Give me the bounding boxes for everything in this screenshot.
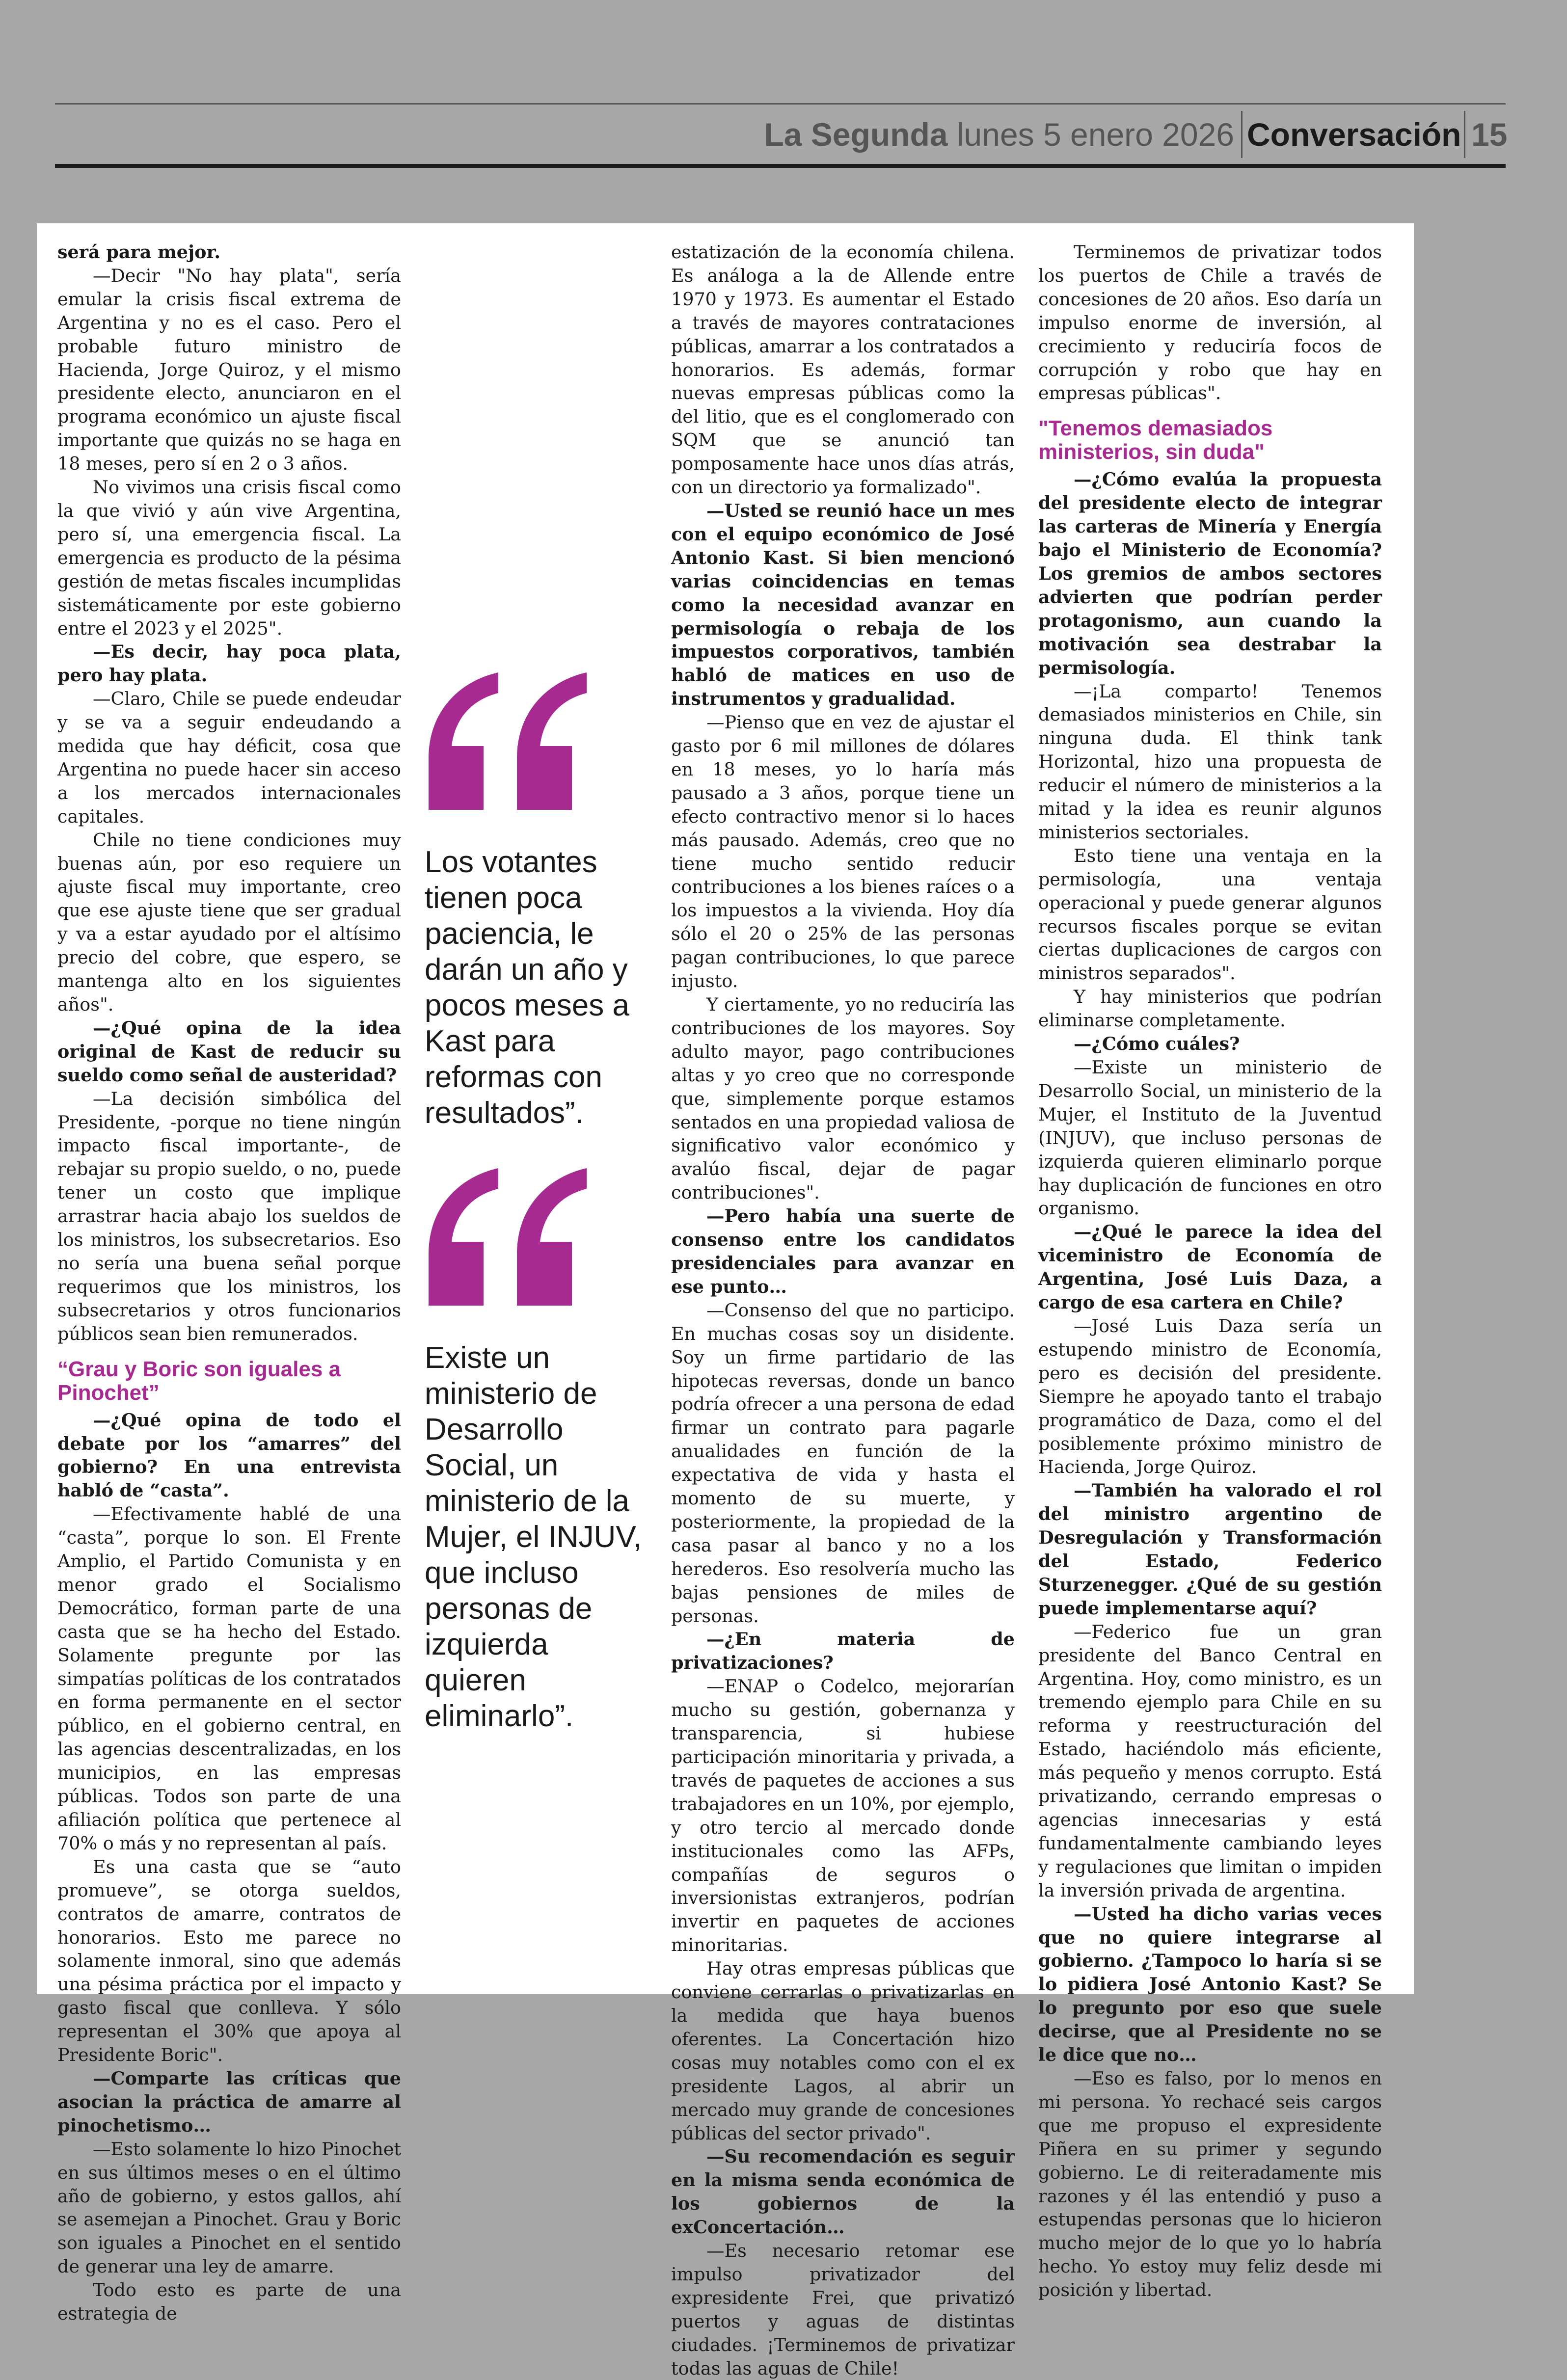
interview-question: —Su recomendación es seguir en la misma senda económica de los gobiernos de la exConcertación…: [671, 2146, 1015, 2238]
interview-question: —Es decir, hay poca plata, pero hay plata.: [57, 641, 401, 686]
paragraph: —Consenso del que no participo. En muchas cosas soy un disidente. Soy un firme partidario de las hipotecas reversas, donde un banco podría ofrecer a una persona de edad firmar un contrato para pagarle anualidades en función de la expectativa de vida y hasta el momento de su muerte, y posteriormente, la propiedad de la casa pasar al banco y no a los herederos. Eso resolvería mucho las bajas pensiones de miles de personas.: [671, 1299, 1015, 1627]
paragraph: Y hay ministerios que podrían eliminarse completamente.: [1038, 986, 1382, 1031]
paragraph: —Federico fue un gran presidente del Banco Central en Argentina. Hoy, como ministro, es un tremendo ejemplo para Chile en su reforma y reestructuración del Estado, haciéndolo más eficiente, más pequeño y menos corrupto. Está privatizando, cerrando empresas o agencias innecesarias y está fundamentalmente cambiando leyes y regulaciones que limitan o impiden la inversión privada de argentina.: [1038, 1621, 1382, 1901]
paragraph: Todo esto es parte de una estrategia de: [57, 2279, 401, 2325]
paragraph: Es una casta que se “auto promueve”, se otorga sueldos, contratos de amarre, contratos de honorarios. Esto me parece no solamente inmoral, sino que además una pésima práctica por el impacto y gasto fiscal que conlleva. Y sólo representan el 30% que apoya al Presidente Boric".: [57, 1856, 401, 2066]
interview-question: —Usted ha dicho varias veces que no quiere integrarse al gobierno. ¿Tampoco lo haría si se lo pidiera José Antonio Kast? Se lo pregunto por eso que suele decirse, que al Presidente no se le dice que no…: [1038, 1903, 1382, 2066]
article-column-3: [671, 241, 1015, 2380]
pull-quote-1: Los votantes tienen poca paciencia, le darán un año y pocos meses a Kast para reformas con resultados”.: [425, 845, 629, 1130]
paragraph: —La decisión simbólica del Presidente, -porque no tiene ningún impacto fiscal importante-, de rebajar su propio sueldo, o no, puede tener un costo que implique arrastrar hacia abajo los sueldos de los ministros, los subsecretarios. Eso no sería una buena señal porque requerimos que los ministros, los subsecretarios y otros funcionarios públicos sean bien remunerados.: [57, 1088, 401, 1344]
masthead-brand-date: [764, 109, 1234, 160]
pull-quote-2: Existe un ministerio de Desarrollo Social, un ministerio de la Mujer, el INJUV, que incluso personas de izquierda quieren eliminarlo”.: [425, 1341, 642, 1733]
page-number: 15: [1471, 116, 1508, 153]
section-subheading: “Grau y Boric son iguales a Pinochet”: [57, 1357, 341, 1405]
issue-date: lunes 5 enero 2026: [956, 116, 1234, 153]
paragraph: —Existe un ministerio de Desarrollo Social, un ministerio de la Mujer, el Instituto de la Juventud (INJUV), que incluso personas de izquierda quieren eliminarlo porque hay duplicación de funciones en otro organismo.: [1038, 1057, 1382, 1219]
paragraph: Y ciertamente, yo no reduciría las contribuciones de los mayores. Soy adulto mayor, pago contribuciones altas y yo creo que no corresponde que, simplemente porque estamos sentados en una propiedad valiosa de significativo valor económico y avalúo fiscal, dejar de pagar contribuciones".: [671, 994, 1015, 1203]
interview-question: —¿Cómo evalúa la propuesta del presidente electo de integrar las carteras de Minería y Energía bajo el Ministerio de Economía? Los gremios de ambos sectores advierten que podrían perder protagonismo, aun cuando la motivación sea destrabar la permisología.: [1038, 469, 1382, 678]
interview-question: —Comparte las críticas que asocian la práctica de amarre al pinochetismo…: [57, 2067, 401, 2136]
section-name: Conversación: [1247, 116, 1461, 153]
masthead-bottom-rule: [55, 164, 1506, 168]
left-double-quote-icon: [425, 672, 592, 815]
masthead: [55, 109, 1506, 160]
paragraph: —Efectivamente hablé de una “casta”, porque lo son. El Frente Amplio, el Partido Comunista y en menor grado el Socialismo Democrático, forman parte de una casta que se ha hecho del Estado. Solamente pregunte por las simpatías políticas de los contratados en forma permanente en el sector público, en el gobierno central, en las agencias descentralizadas, en los municipios, en las empresas públicas. Todos son parte de una afiliación política que pertenece al 70% o más y no representan al país.: [57, 1503, 401, 1854]
newspaper-name: La Segunda: [764, 116, 948, 153]
masthead-divider: [1241, 111, 1243, 158]
article-column-4: [1038, 241, 1382, 2302]
paragraph: Esto tiene una ventaja en la permisología, una ventaja operacional y puede generar algunos recursos fiscales porque se evitan ciertas duplicaciones de cargos con ministros separados".: [1038, 845, 1382, 984]
article-page: [37, 223, 1414, 2379]
paragraph: —Eso es falso, por lo menos en mi persona. Yo rechacé seis cargos que me propuso el expresidente Piñera en su primer y segundo gobierno. Le di reiteradamente mis razones y él las entendió y puso a estupendas personas que lo hicieron mucho mejor de lo que yo lo habría hecho. Yo estoy muy feliz desde mi posición y libertad.: [1038, 2067, 1382, 2301]
article-column-1: [57, 241, 401, 2326]
paragraph: —ENAP o Codelco, mejorarían mucho su gestión, gobernanza y transparencia, si hubiese participación minoritaria y privada, a través de paquetes de acciones a sus trabajadores en un 10%, por ejemplo, y otro tercio al mercado donde institucionales como las AFPs, compañías de seguros o inversionistas extranjeros, podrían invertir en paquetes de acciones minoritarias.: [671, 1676, 1015, 1956]
paragraph: Terminemos de privatizar todos los puertos de Chile a través de concesiones de 20 años. Eso daría un impulso enorme de inversión, al crecimiento y reduciría focos de corrupción y robo que hay en empresas públicas".: [1038, 241, 1382, 404]
interview-question: —¿Qué opina de todo el debate por los “amarres” del gobierno? En una entrevista habló de “casta”.: [57, 1409, 401, 1501]
interview-question: —¿Cómo cuáles?: [1074, 1033, 1240, 1055]
paragraph: —José Luis Daza sería un estupendo ministro de Economía, pero es decisión del presidente. Siempre he apoyado tanto el trabajo programático de Daza, como el del posiblemente próximo ministro de Hacienda, Jorge Quiroz.: [1038, 1315, 1382, 1478]
paragraph: —Pienso que en vez de ajustar el gasto por 6 mil millones de dólares en 18 meses, yo lo haría más pausado a 3 años, porque tiene un efecto contractivo menor si lo haces más pausado. Además, creo que no tiene mucho sentido reducir contribuciones a los bienes raíces o a los impuestos a la vivienda. Hoy día sólo el 20 o 25% de las personas pagan contribuciones, lo que parece injusto.: [671, 712, 1015, 992]
section-subheading: "Tenemos demasiados ministerios, sin duda": [1038, 416, 1273, 464]
paragraph: —Decir "No hay plata", sería emular la crisis fiscal extrema de Argentina y no es el caso. Pero el probable futuro ministro de Hacienda, Jorge Quiroz, y el mismo presidente electo, anunciaron en el programa económico un ajuste fiscal importante que quizás no se haga en 18 meses, pero sí en 2 o 3 años.: [57, 265, 401, 475]
interview-question: —Pero había una suerte de consenso entre los candidatos presidenciales para avanzar en ese punto…: [671, 1205, 1015, 1297]
paragraph: No vivimos una crisis fiscal como la que vivió y aún vive Argentina, pero sí, una emergencia fiscal. La emergencia es producto de la pésima gestión de metas fiscales incumplidas sistemáticamente por este gobierno entre el 2023 y el 2025".: [57, 477, 401, 639]
interview-question: —¿Qué opina de la idea original de Kast de reducir su sueldo como señal de austeridad?: [57, 1017, 401, 1086]
paragraph: —¡La comparto! Tenemos demasiados ministerios en Chile, sin ninguna duda. El think tank Horizontal, hizo una propuesta de reducir el número de ministerios a la mitad y la idea es reunir algunos ministerios sectoriales.: [1038, 680, 1382, 843]
paragraph: —Esto solamente lo hizo Pinochet en sus últimos meses o en el último año de gobierno, y estos gallos, ahí se asemejan a Pinochet. Grau y Boric son iguales a Pinochet en el sentido de generar una ley de amarre.: [57, 2138, 401, 2277]
interview-question: —¿Qué le parece la idea del viceministro de Economía de Argentina, José Luis Daza, a cargo de esa cartera en Chile?: [1038, 1221, 1382, 1313]
masthead-divider: [1464, 111, 1465, 158]
paragraph: —Es necesario retomar ese impulso privatizador del expresidente Frei, que privatizó puertos y aguas de distintas ciudades. ¡Terminemos de privatizar todas las aguas de Chile!: [671, 2240, 1015, 2379]
paragraph: será para mejor.: [57, 241, 221, 263]
masthead-top-rule: [55, 103, 1506, 105]
paragraph: estatización de la economía chilena. Es análoga a la de Allende entre 1970 y 1973. Es aumentar el Estado a través de mayores contrataciones públicas, amarrar a los contratados a honorarios. Es además, formar nuevas empresas públicas como la del litio, que es el conglomerado con SQM que se anunció tan pomposamente hace unos días atrás, con un directorio ya formalizado".: [671, 241, 1015, 498]
interview-question: —También ha valorado el rol del ministro argentino de Desregulación y Transformación del Estado, Federico Sturzenegger. ¿Qué de su gestión puede implementarse aquí?: [1038, 1480, 1382, 1619]
paragraph: Chile no tiene condiciones muy buenas aún, por eso requiere un ajuste fiscal muy importante, creo que ese ajuste tiene que ser gradual y va a estar ayudado por el altísimo precio del cobre, que espero, se mantenga alto en los siguientes años".: [57, 829, 401, 1015]
paragraph: Hay otras empresas públicas que conviene cerrarlas o privatizarlas en la medida que haya buenos oferentes. La Concertación hizo cosas muy notables como con el ex presidente Lagos, al abrir un mercado muy grande de concesiones públicas del sector privado".: [671, 1958, 1015, 2144]
interview-question: —Usted se reunió hace un mes con el equipo económico de José Antonio Kast. Si bien mencionó varias coincidencias en temas como la necesidad avanzar en permisología o rebaja de los impuestos corporativos, también habló de matices en uso de instrumentos y gradualidad.: [671, 500, 1015, 710]
paragraph: —Claro, Chile se puede endeudar y se va a seguir endeudando a medida que hay déficit, cosa que Argentina no puede hacer sin acceso a los mercados internacionales capitales.: [57, 688, 401, 827]
left-double-quote-icon: [425, 1168, 592, 1310]
interview-question: —¿En materia de privatizaciones?: [671, 1629, 1015, 1674]
